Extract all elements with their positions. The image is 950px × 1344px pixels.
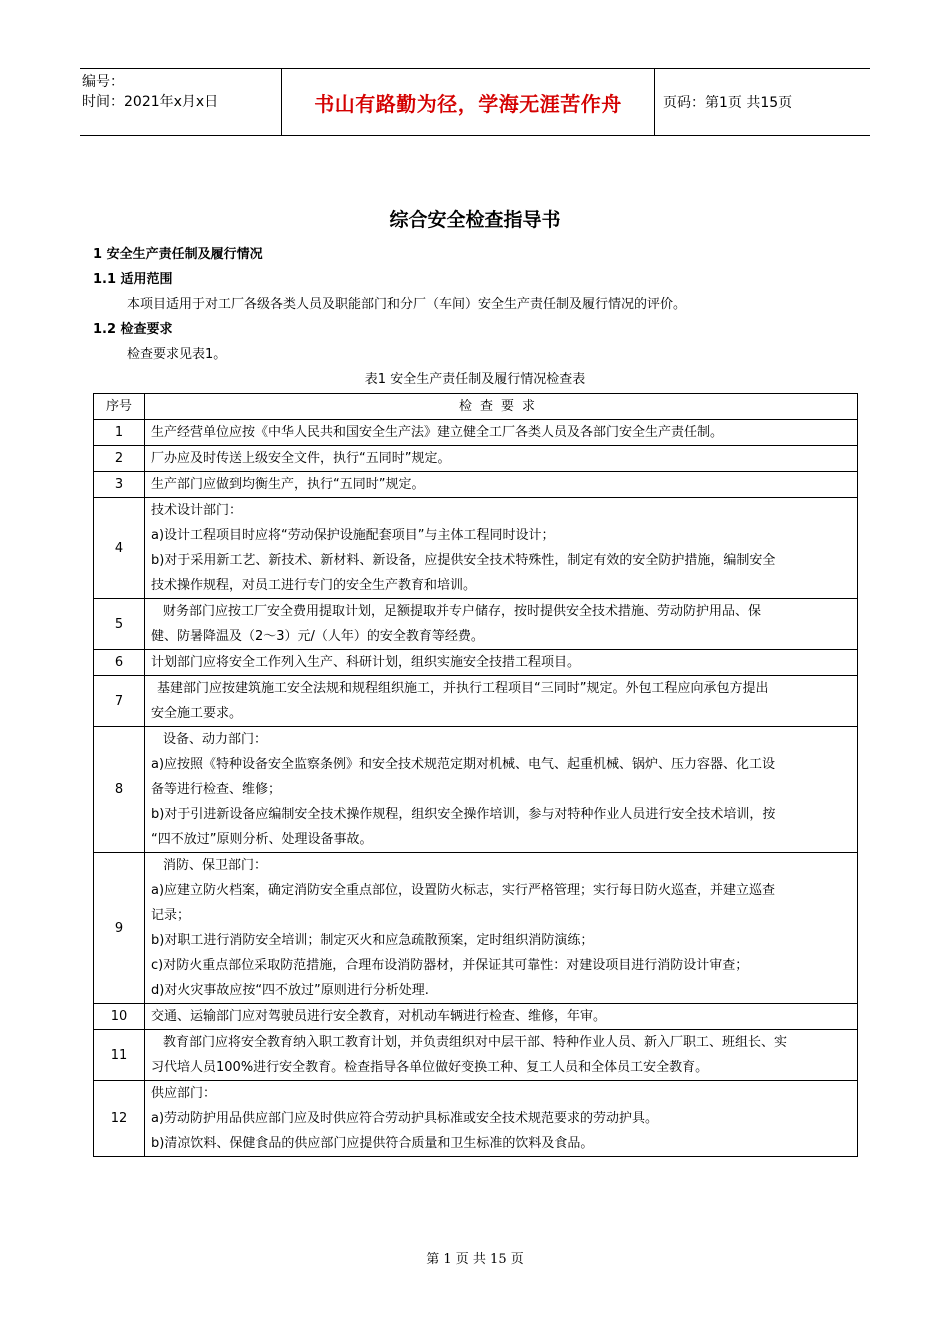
row-line: c)对防火重点部位采取防范措施，合理布设消防器材，并保证其可靠性：对建设项目进行消防设计审查； bbox=[151, 958, 749, 973]
table-caption: 表1 安全生产责任制及履行情况检查表 bbox=[364, 372, 586, 387]
section-1-1-heading: 1.1 适用范围 bbox=[93, 272, 173, 287]
row-line: 设备、动力部门： bbox=[163, 732, 268, 747]
row-number: 4 bbox=[94, 498, 145, 599]
table-row bbox=[94, 676, 858, 727]
row-line: 记录； bbox=[151, 908, 191, 923]
row-number: 10 bbox=[94, 1004, 145, 1030]
row-number: 7 bbox=[94, 676, 145, 727]
header-no: 序号 bbox=[94, 394, 145, 420]
row-content bbox=[145, 1004, 858, 1030]
header-meta bbox=[80, 69, 281, 135]
row-line: 生产经营单位应按《中华人民共和国安全生产法》建立健全工厂各类人员及各部门安全生产责任制。 bbox=[151, 425, 724, 440]
row-line: 安全施工要求。 bbox=[151, 706, 243, 721]
row-line: 基建部门应按建筑施工安全法规和规程组织施工，并执行工程项目“三同时”规定。外包工程应向承包方提出 bbox=[157, 681, 769, 696]
row-line: a)应按照《特种设备安全监察条例》和安全技术规范定期对机械、电气、起重机械、锅炉、压力容器、化工设 bbox=[151, 757, 776, 772]
row-line: b)对职工进行消防安全培训；制定灭火和应急疏散预案，定时组织消防演练； bbox=[151, 933, 594, 948]
table-row bbox=[94, 727, 858, 853]
section-1-2-heading: 1.2 检查要求 bbox=[93, 322, 173, 337]
row-content bbox=[145, 599, 858, 650]
table-row bbox=[94, 472, 858, 498]
row-line: a)设计工程项目时应将“劳动保护设施配套项目”与主体工程同时设计； bbox=[151, 528, 555, 543]
date-text: 时间：2021年x月x日 bbox=[82, 94, 219, 110]
row-content bbox=[145, 420, 858, 446]
row-line: 习代培人员100%进行安全教育。检查指导各单位做好变换工种、复工人员和全体员工安全教育。 bbox=[151, 1060, 709, 1075]
row-line: a)劳动防护用品供应部门应及时供应符合劳动护具标准或安全技术规范要求的劳动护具。 bbox=[151, 1111, 659, 1126]
row-content bbox=[145, 676, 858, 727]
row-number: 11 bbox=[94, 1030, 145, 1081]
table-row bbox=[94, 498, 858, 599]
row-number: 2 bbox=[94, 446, 145, 472]
table-row bbox=[94, 650, 858, 676]
row-line: 备等进行检查、维修； bbox=[151, 782, 282, 797]
row-number: 12 bbox=[94, 1081, 145, 1157]
row-line: 技术操作规程，对员工进行专门的安全生产教育和培训。 bbox=[151, 578, 477, 593]
row-line: 消防、保卫部门： bbox=[163, 858, 268, 873]
row-content bbox=[145, 472, 858, 498]
table-row bbox=[94, 446, 858, 472]
row-line: b)对于采用新工艺、新技术、新材料、新设备，应提供安全技术特殊性，制定有效的安全防护措施，编制安全 bbox=[151, 553, 776, 568]
row-line: 厂办应及时传送上级安全文件，执行“五同时”规定。 bbox=[151, 451, 451, 466]
section-1-2-text: 检查要求见表1。 bbox=[127, 347, 227, 362]
row-line: 交通、运输部门应对驾驶员进行安全教育，对机动车辆进行检查、维修，年审。 bbox=[151, 1009, 607, 1024]
row-line: “四不放过”原则分析、处理设备事故。 bbox=[151, 832, 373, 847]
header-page-info: 页码：第1页 共15页 bbox=[663, 95, 793, 111]
doc-title: 综合安全检查指导书 bbox=[389, 209, 561, 231]
section-1-heading: 1 安全生产责任制及履行情况 bbox=[93, 247, 263, 262]
page-header bbox=[80, 68, 870, 136]
table-row bbox=[94, 853, 858, 1004]
table-row bbox=[94, 1081, 858, 1157]
row-number: 6 bbox=[94, 650, 145, 676]
row-content bbox=[145, 853, 858, 1004]
table-row bbox=[94, 599, 858, 650]
table-row bbox=[94, 1030, 858, 1081]
page-footer: 第 1 页 共 15 页 bbox=[426, 1252, 524, 1267]
row-number: 3 bbox=[94, 472, 145, 498]
row-content bbox=[145, 1030, 858, 1081]
row-content bbox=[145, 727, 858, 853]
section-1-1-text: 本项目适用于对工厂各级各类人员及职能部门和分厂（车间）安全生产责任制及履行情况的评价。 bbox=[127, 297, 687, 312]
row-number: 9 bbox=[94, 853, 145, 1004]
row-line: 技术设计部门： bbox=[151, 503, 243, 518]
row-line: b)清凉饮料、保健食品的供应部门应提供符合质量和卫生标准的饮料及食品。 bbox=[151, 1136, 594, 1151]
header-slogan: 书山有路勤为径，学海无涯苦作舟 bbox=[281, 69, 655, 135]
row-line: 财务部门应按工厂安全费用提取计划，足额提取并专户储存，按时提供安全技术措施、劳动防护用品、保 bbox=[163, 604, 762, 619]
row-number: 1 bbox=[94, 420, 145, 446]
table-row bbox=[94, 1004, 858, 1030]
row-line: 供应部门： bbox=[151, 1086, 217, 1101]
row-number: 8 bbox=[94, 727, 145, 853]
row-line: d)对火灾事故应按“四不放过”原则进行分析处理. bbox=[151, 983, 429, 998]
table-row bbox=[94, 420, 858, 446]
row-line: a)应建立防火档案，确定消防安全重点部位，设置防火标志，实行严格管理；实行每日防火巡查，并建立巡查 bbox=[151, 883, 776, 898]
row-content bbox=[145, 650, 858, 676]
row-line: 生产部门应做到均衡生产，执行“五同时”规定。 bbox=[151, 477, 425, 492]
row-line: 健、防暑降温及（2～3）元/（人年）的安全教育等经费。 bbox=[151, 629, 484, 644]
number-label: 编号： bbox=[82, 74, 124, 90]
row-line: b)对于引进新设备应编制安全技术操作规程，组织安全操作培训，参与对特种作业人员进行安全技术培训，按 bbox=[151, 807, 776, 822]
table-header-row bbox=[94, 394, 858, 420]
row-content bbox=[145, 498, 858, 599]
row-line: 教育部门应将安全教育纳入职工教育计划，并负责组织对中层干部、特种作业人员、新入厂职工、班组长、实 bbox=[163, 1035, 788, 1050]
inspection-table bbox=[93, 393, 858, 1157]
row-number: 5 bbox=[94, 599, 145, 650]
row-line: 计划部门应将安全工作列入生产、科研计划，组织实施安全技措工程项目。 bbox=[151, 655, 581, 670]
row-content bbox=[145, 446, 858, 472]
header-requirements: 检查要求 bbox=[145, 394, 858, 420]
row-content bbox=[145, 1081, 858, 1157]
